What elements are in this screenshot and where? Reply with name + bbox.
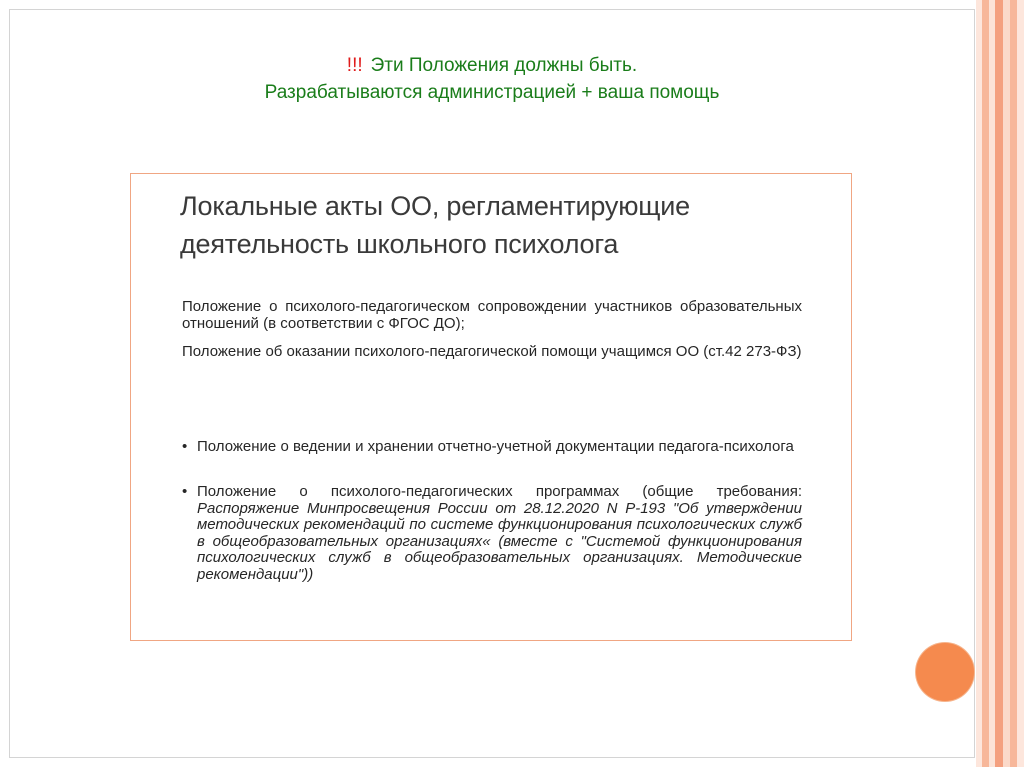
header-line-1-text: Эти Положения должны быть. — [370, 55, 638, 76]
content-box — [130, 173, 852, 641]
header-line-2: Разрабатываются администрацией + ваша помощь — [264, 82, 720, 103]
bullet-text-1: Положение о ведении и хранении отчетно-учетной документации педагога-психолога — [197, 438, 794, 455]
bullet-item-1 — [182, 439, 802, 456]
bullet-text-2 — [197, 484, 802, 583]
stripe — [1017, 0, 1024, 767]
decorative-stripes — [976, 0, 1024, 767]
slide-header — [0, 52, 984, 106]
bullet-item-2 — [182, 484, 802, 583]
bullet-2-normal-text: Положение о психолого-педагогических программах (общие требования: — [197, 483, 802, 500]
header-line-1 — [0, 52, 984, 79]
stripe — [995, 0, 1003, 767]
stripe — [982, 0, 989, 767]
bullet-marker: • — [182, 438, 188, 455]
bullet-marker: • — [182, 483, 188, 500]
stripe — [1010, 0, 1017, 767]
box-title: Локальные акты ОО, регламентирующие деятельность школьного психолога — [180, 191, 690, 259]
bullet-2-italic-text: Распоряжение Минпросвещения России от 28.12.2020 N Р-193 "Об утверждении методических рекомендаций по системе функционирования психологических служб в общеобразовательных организациях« (вместе с "Системой функционирования психологических служб в общеобразовательных организациях. Методические рекомендации")) — [197, 499, 802, 583]
paragraph-2: Положение об оказании психолого-педагогической помощи учащимся ОО (ст.42 273-ФЗ) — [182, 343, 802, 360]
orange-circle-decoration — [916, 643, 974, 701]
alert-marks: !!! — [346, 55, 363, 76]
paragraph-1: Положение о психолого-педагогическом сопровождении участников образовательных отношений (в соответствии с ФГОС ДО); — [182, 298, 802, 332]
stripe — [1003, 0, 1010, 767]
